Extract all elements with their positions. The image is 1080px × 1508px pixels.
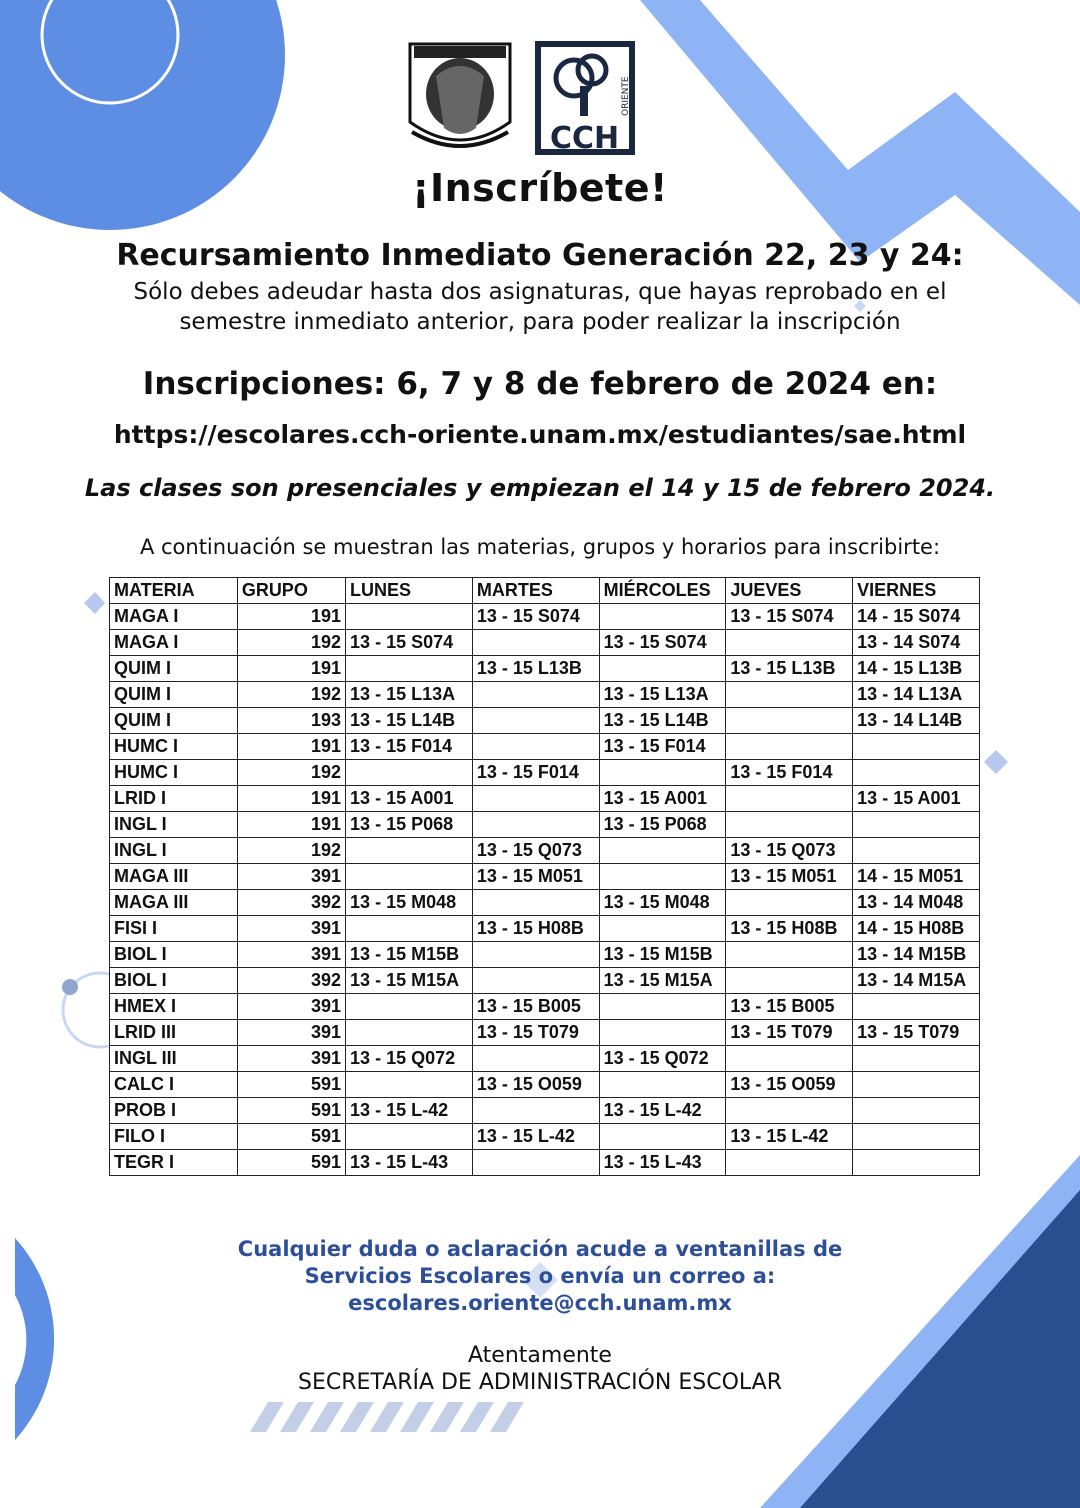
subject-cell: QUIM I xyxy=(110,656,238,682)
diamond-left xyxy=(84,592,105,614)
svg-text:ORIENTE: ORIENTE xyxy=(621,76,631,116)
schedule-cell xyxy=(726,734,853,760)
schedule-cell: 13 - 15 Q073 xyxy=(726,838,853,864)
schedule-cell: 13 - 14 M15A xyxy=(853,968,980,994)
subject-cell: FISI I xyxy=(110,916,238,942)
table-row xyxy=(110,812,980,838)
group-cell: 193 xyxy=(237,708,345,734)
subject-cell: FILO I xyxy=(110,1124,238,1150)
table-row xyxy=(110,994,980,1020)
group-cell: 591 xyxy=(237,1150,345,1176)
schedule-cell: 13 - 15 Q072 xyxy=(346,1046,473,1072)
schedule-cell xyxy=(472,812,599,838)
schedule-cell xyxy=(472,1046,599,1072)
subject-cell: MAGA I xyxy=(110,604,238,630)
group-cell: 191 xyxy=(237,812,345,838)
schedule-cell xyxy=(853,994,980,1020)
signoff xyxy=(0,1342,1080,1396)
schedule-cell xyxy=(726,812,853,838)
schedule-cell: 13 - 15 L13B xyxy=(726,656,853,682)
column-header: MARTES xyxy=(472,578,599,604)
group-cell: 591 xyxy=(237,1072,345,1098)
schedule-cell: 13 - 15 F014 xyxy=(472,760,599,786)
schedule-cell: 13 - 15 T079 xyxy=(472,1020,599,1046)
schedule-cell xyxy=(853,1124,980,1150)
schedule-cell xyxy=(472,942,599,968)
schedule-cell xyxy=(726,708,853,734)
table-row xyxy=(110,682,980,708)
schedule-cell xyxy=(346,838,473,864)
schedule-cell: 13 - 15 T079 xyxy=(726,1020,853,1046)
schedule-cell: 13 - 15 S074 xyxy=(599,630,726,656)
schedule-table xyxy=(109,577,980,1176)
schedule-cell xyxy=(853,812,980,838)
table-row xyxy=(110,890,980,916)
schedule-cell xyxy=(472,968,599,994)
schedule-cell: 13 - 15 B005 xyxy=(472,994,599,1020)
schedule-cell: 13 - 14 M048 xyxy=(853,890,980,916)
schedule-body xyxy=(110,604,980,1176)
schedule-cell xyxy=(599,838,726,864)
group-cell: 191 xyxy=(237,734,345,760)
column-header: LUNES xyxy=(346,578,473,604)
table-row xyxy=(110,786,980,812)
schedule-cell: 13 - 15 Q073 xyxy=(472,838,599,864)
subject-cell: HUMC I xyxy=(110,734,238,760)
schedule-cell: 13 - 15 L-42 xyxy=(346,1098,473,1124)
schedule-cell: 13 - 15 O059 xyxy=(726,1072,853,1098)
group-cell: 391 xyxy=(237,1046,345,1072)
schedule-cell: 13 - 15 L-43 xyxy=(599,1150,726,1176)
schedule-cell: 13 - 15 L-42 xyxy=(472,1124,599,1150)
table-row xyxy=(110,656,980,682)
schedule-cell: 13 - 15 F014 xyxy=(599,734,726,760)
schedule-cell xyxy=(346,1020,473,1046)
group-cell: 391 xyxy=(237,864,345,890)
schedule-cell: 14 - 15 H08B xyxy=(853,916,980,942)
schedule-cell: 13 - 14 L14B xyxy=(853,708,980,734)
schedule-cell: 13 - 14 S074 xyxy=(853,630,980,656)
schedule-cell: 13 - 15 T079 xyxy=(853,1020,980,1046)
schedule-cell xyxy=(346,604,473,630)
subject-cell: BIOL I xyxy=(110,968,238,994)
schedule-cell xyxy=(599,916,726,942)
diamond-right xyxy=(984,750,1008,774)
schedule-cell: 13 - 15 P068 xyxy=(599,812,726,838)
schedule-cell xyxy=(346,864,473,890)
schedule-cell: 13 - 15 P068 xyxy=(346,812,473,838)
subject-cell: HUMC I xyxy=(110,760,238,786)
schedule-cell: 13 - 15 M15B xyxy=(346,942,473,968)
group-cell: 192 xyxy=(237,630,345,656)
table-row xyxy=(110,708,980,734)
contact-message: Cualquier duda o aclaración acude a ventanillas de Servicios Escolares o envía un correo a: xyxy=(237,1237,843,1288)
schedule-cell: 13 - 15 M15A xyxy=(599,968,726,994)
schedule-cell xyxy=(853,734,980,760)
schedule-cell: 13 - 15 L-42 xyxy=(599,1098,726,1124)
group-cell: 392 xyxy=(237,890,345,916)
table-row xyxy=(110,838,980,864)
schedule-cell: 14 - 15 L13B xyxy=(853,656,980,682)
schedule-cell: 13 - 15 B005 xyxy=(726,994,853,1020)
schedule-cell xyxy=(853,760,980,786)
schedule-cell: 13 - 15 F014 xyxy=(726,760,853,786)
subject-cell: MAGA III xyxy=(110,890,238,916)
schedule-cell xyxy=(726,968,853,994)
subject-cell: CALC I xyxy=(110,1072,238,1098)
cch-logo-icon xyxy=(538,44,632,156)
column-header: GRUPO xyxy=(237,578,345,604)
schedule-cell: 13 - 15 M15A xyxy=(346,968,473,994)
schedule-cell: 13 - 15 M15B xyxy=(599,942,726,968)
unam-seal-icon xyxy=(410,44,510,146)
schedule-cell: 13 - 15 M051 xyxy=(726,864,853,890)
group-cell: 191 xyxy=(237,786,345,812)
schedule-cell: 13 - 14 L13A xyxy=(853,682,980,708)
schedule-cell: 13 - 15 A001 xyxy=(599,786,726,812)
table-row xyxy=(110,916,980,942)
schedule-cell xyxy=(472,708,599,734)
schedule-cell xyxy=(472,630,599,656)
group-cell: 192 xyxy=(237,760,345,786)
schedule-cell xyxy=(472,1098,599,1124)
schedule-cell: 14 - 15 M051 xyxy=(853,864,980,890)
table-row xyxy=(110,1020,980,1046)
column-header: JUEVES xyxy=(726,578,853,604)
group-cell: 391 xyxy=(237,942,345,968)
schedule-cell xyxy=(726,942,853,968)
schedule-cell xyxy=(346,994,473,1020)
schedule-cell: 13 - 15 F014 xyxy=(346,734,473,760)
subject-cell: LRID III xyxy=(110,1020,238,1046)
group-cell: 591 xyxy=(237,1124,345,1150)
schedule-cell xyxy=(346,916,473,942)
subject-cell: INGL I xyxy=(110,812,238,838)
subject-cell: HMEX I xyxy=(110,994,238,1020)
schedule-cell: 13 - 15 M048 xyxy=(599,890,726,916)
schedule-cell xyxy=(346,760,473,786)
schedule-cell: 13 - 15 L14B xyxy=(599,708,726,734)
schedule-cell xyxy=(472,786,599,812)
table-row xyxy=(110,630,980,656)
enrollment-url-link[interactable]: https://escolares.cch-oriente.unam.mx/estudiantes/sae.html xyxy=(113,420,967,449)
group-cell: 192 xyxy=(237,838,345,864)
schedule-cell xyxy=(853,1098,980,1124)
group-cell: 391 xyxy=(237,1020,345,1046)
schedule-cell: 13 - 15 L13A xyxy=(346,682,473,708)
schedule-cell: 13 - 15 A001 xyxy=(853,786,980,812)
group-cell: 191 xyxy=(237,604,345,630)
schedule-cell xyxy=(599,1020,726,1046)
contact-email-link[interactable]: escolares.oriente@cch.unam.mx xyxy=(348,1291,732,1315)
column-header: MATERIA xyxy=(110,578,238,604)
schedule-cell: 13 - 15 M051 xyxy=(472,864,599,890)
schedule-cell: 13 - 14 M15B xyxy=(853,942,980,968)
subject-cell: PROB I xyxy=(110,1098,238,1124)
subject-cell: QUIM I xyxy=(110,682,238,708)
table-row xyxy=(110,1098,980,1124)
schedule-cell xyxy=(346,656,473,682)
table-row xyxy=(110,968,980,994)
table-row xyxy=(110,734,980,760)
schedule-cell: 13 - 15 H08B xyxy=(472,916,599,942)
group-cell: 391 xyxy=(237,994,345,1020)
column-header: MIÉRCOLES xyxy=(599,578,726,604)
schedule-cell xyxy=(472,734,599,760)
schedule-cell: 13 - 15 S074 xyxy=(346,630,473,656)
schedule-cell xyxy=(726,1098,853,1124)
group-cell: 192 xyxy=(237,682,345,708)
schedule-cell xyxy=(599,604,726,630)
schedule-cell xyxy=(726,630,853,656)
schedule-cell xyxy=(472,890,599,916)
svg-text:CCH: CCH xyxy=(550,121,620,156)
contact-info xyxy=(0,1236,1080,1317)
schedule-cell: 13 - 15 L14B xyxy=(346,708,473,734)
schedule-cell: 13 - 15 H08B xyxy=(726,916,853,942)
schedule-cell xyxy=(853,1072,980,1098)
subject-cell: TEGR I xyxy=(110,1150,238,1176)
table-row xyxy=(110,604,980,630)
table-row xyxy=(110,1046,980,1072)
group-cell: 591 xyxy=(237,1098,345,1124)
schedule-cell xyxy=(726,890,853,916)
schedule-cell: 13 - 15 L13B xyxy=(472,656,599,682)
schedule-cell xyxy=(726,682,853,708)
requirement-text: Sólo debes adeudar hasta dos asignaturas, que hayas reprobado en el semestre inmediato anterior, para poder realizar la inscripción xyxy=(133,279,947,335)
decorative-stripes xyxy=(250,1402,530,1432)
university-logos xyxy=(400,36,640,158)
column-header: VIERNES xyxy=(853,578,980,604)
schedule-cell xyxy=(726,1150,853,1176)
schedule-cell: 13 - 15 Q072 xyxy=(599,1046,726,1072)
schedule-cell: 13 - 15 S074 xyxy=(726,604,853,630)
schedule-cell: 13 - 15 A001 xyxy=(346,786,473,812)
schedule-cell: 13 - 15 O059 xyxy=(472,1072,599,1098)
schedule-cell xyxy=(853,838,980,864)
subject-cell: BIOL I xyxy=(110,942,238,968)
table-row xyxy=(110,1124,980,1150)
subject-cell: LRID I xyxy=(110,786,238,812)
schedule-cell: 13 - 15 L-42 xyxy=(726,1124,853,1150)
schedule-cell xyxy=(599,656,726,682)
left-dot xyxy=(62,979,78,995)
schedule-cell: 13 - 15 M048 xyxy=(346,890,473,916)
table-intro: A continuación se muestran las materias, grupos y horarios para inscribirte: xyxy=(139,535,941,559)
schedule-cell xyxy=(599,864,726,890)
subject-cell: INGL III xyxy=(110,1046,238,1072)
schedule-cell xyxy=(346,1124,473,1150)
schedule-cell: 14 - 15 S074 xyxy=(853,604,980,630)
schedule-cell xyxy=(599,1124,726,1150)
signoff-office: SECRETARÍA DE ADMINISTRACIÓN ESCOLAR xyxy=(298,1370,782,1395)
subject-cell: INGL I xyxy=(110,838,238,864)
schedule-cell: 13 - 15 L-43 xyxy=(346,1150,473,1176)
schedule-cell: 13 - 15 S074 xyxy=(472,604,599,630)
subject-cell: MAGA III xyxy=(110,864,238,890)
subject-cell: MAGA I xyxy=(110,630,238,656)
schedule-cell xyxy=(853,1150,980,1176)
schedule-cell xyxy=(346,1072,473,1098)
schedule-cell xyxy=(853,1046,980,1072)
enrollment-dates: Inscripciones: 6, 7 y 8 de febrero de 2024 en: xyxy=(142,366,938,402)
table-row xyxy=(110,760,980,786)
subject-cell: QUIM I xyxy=(110,708,238,734)
schedule-cell xyxy=(726,786,853,812)
classes-note: Las clases son presenciales y empiezan el 14 y 15 de febrero 2024. xyxy=(84,474,996,502)
schedule-cell xyxy=(599,1072,726,1098)
schedule-cell xyxy=(472,1150,599,1176)
schedule-cell xyxy=(599,760,726,786)
page-title: ¡Inscríbete! xyxy=(412,166,668,210)
schedule-cell: 13 - 15 L13A xyxy=(599,682,726,708)
schedule-cell xyxy=(726,1046,853,1072)
group-cell: 391 xyxy=(237,916,345,942)
schedule-cell xyxy=(472,682,599,708)
program-subtitle: Recursamiento Inmediato Generación 22, 23 y 24: xyxy=(116,238,964,273)
table-row xyxy=(110,1072,980,1098)
group-cell: 392 xyxy=(237,968,345,994)
table-row xyxy=(110,864,980,890)
table-header-row xyxy=(110,578,980,604)
table-row xyxy=(110,942,980,968)
group-cell: 191 xyxy=(237,656,345,682)
schedule-cell xyxy=(599,994,726,1020)
signoff-greeting: Atentamente xyxy=(468,1343,612,1368)
table-row xyxy=(110,1150,980,1176)
